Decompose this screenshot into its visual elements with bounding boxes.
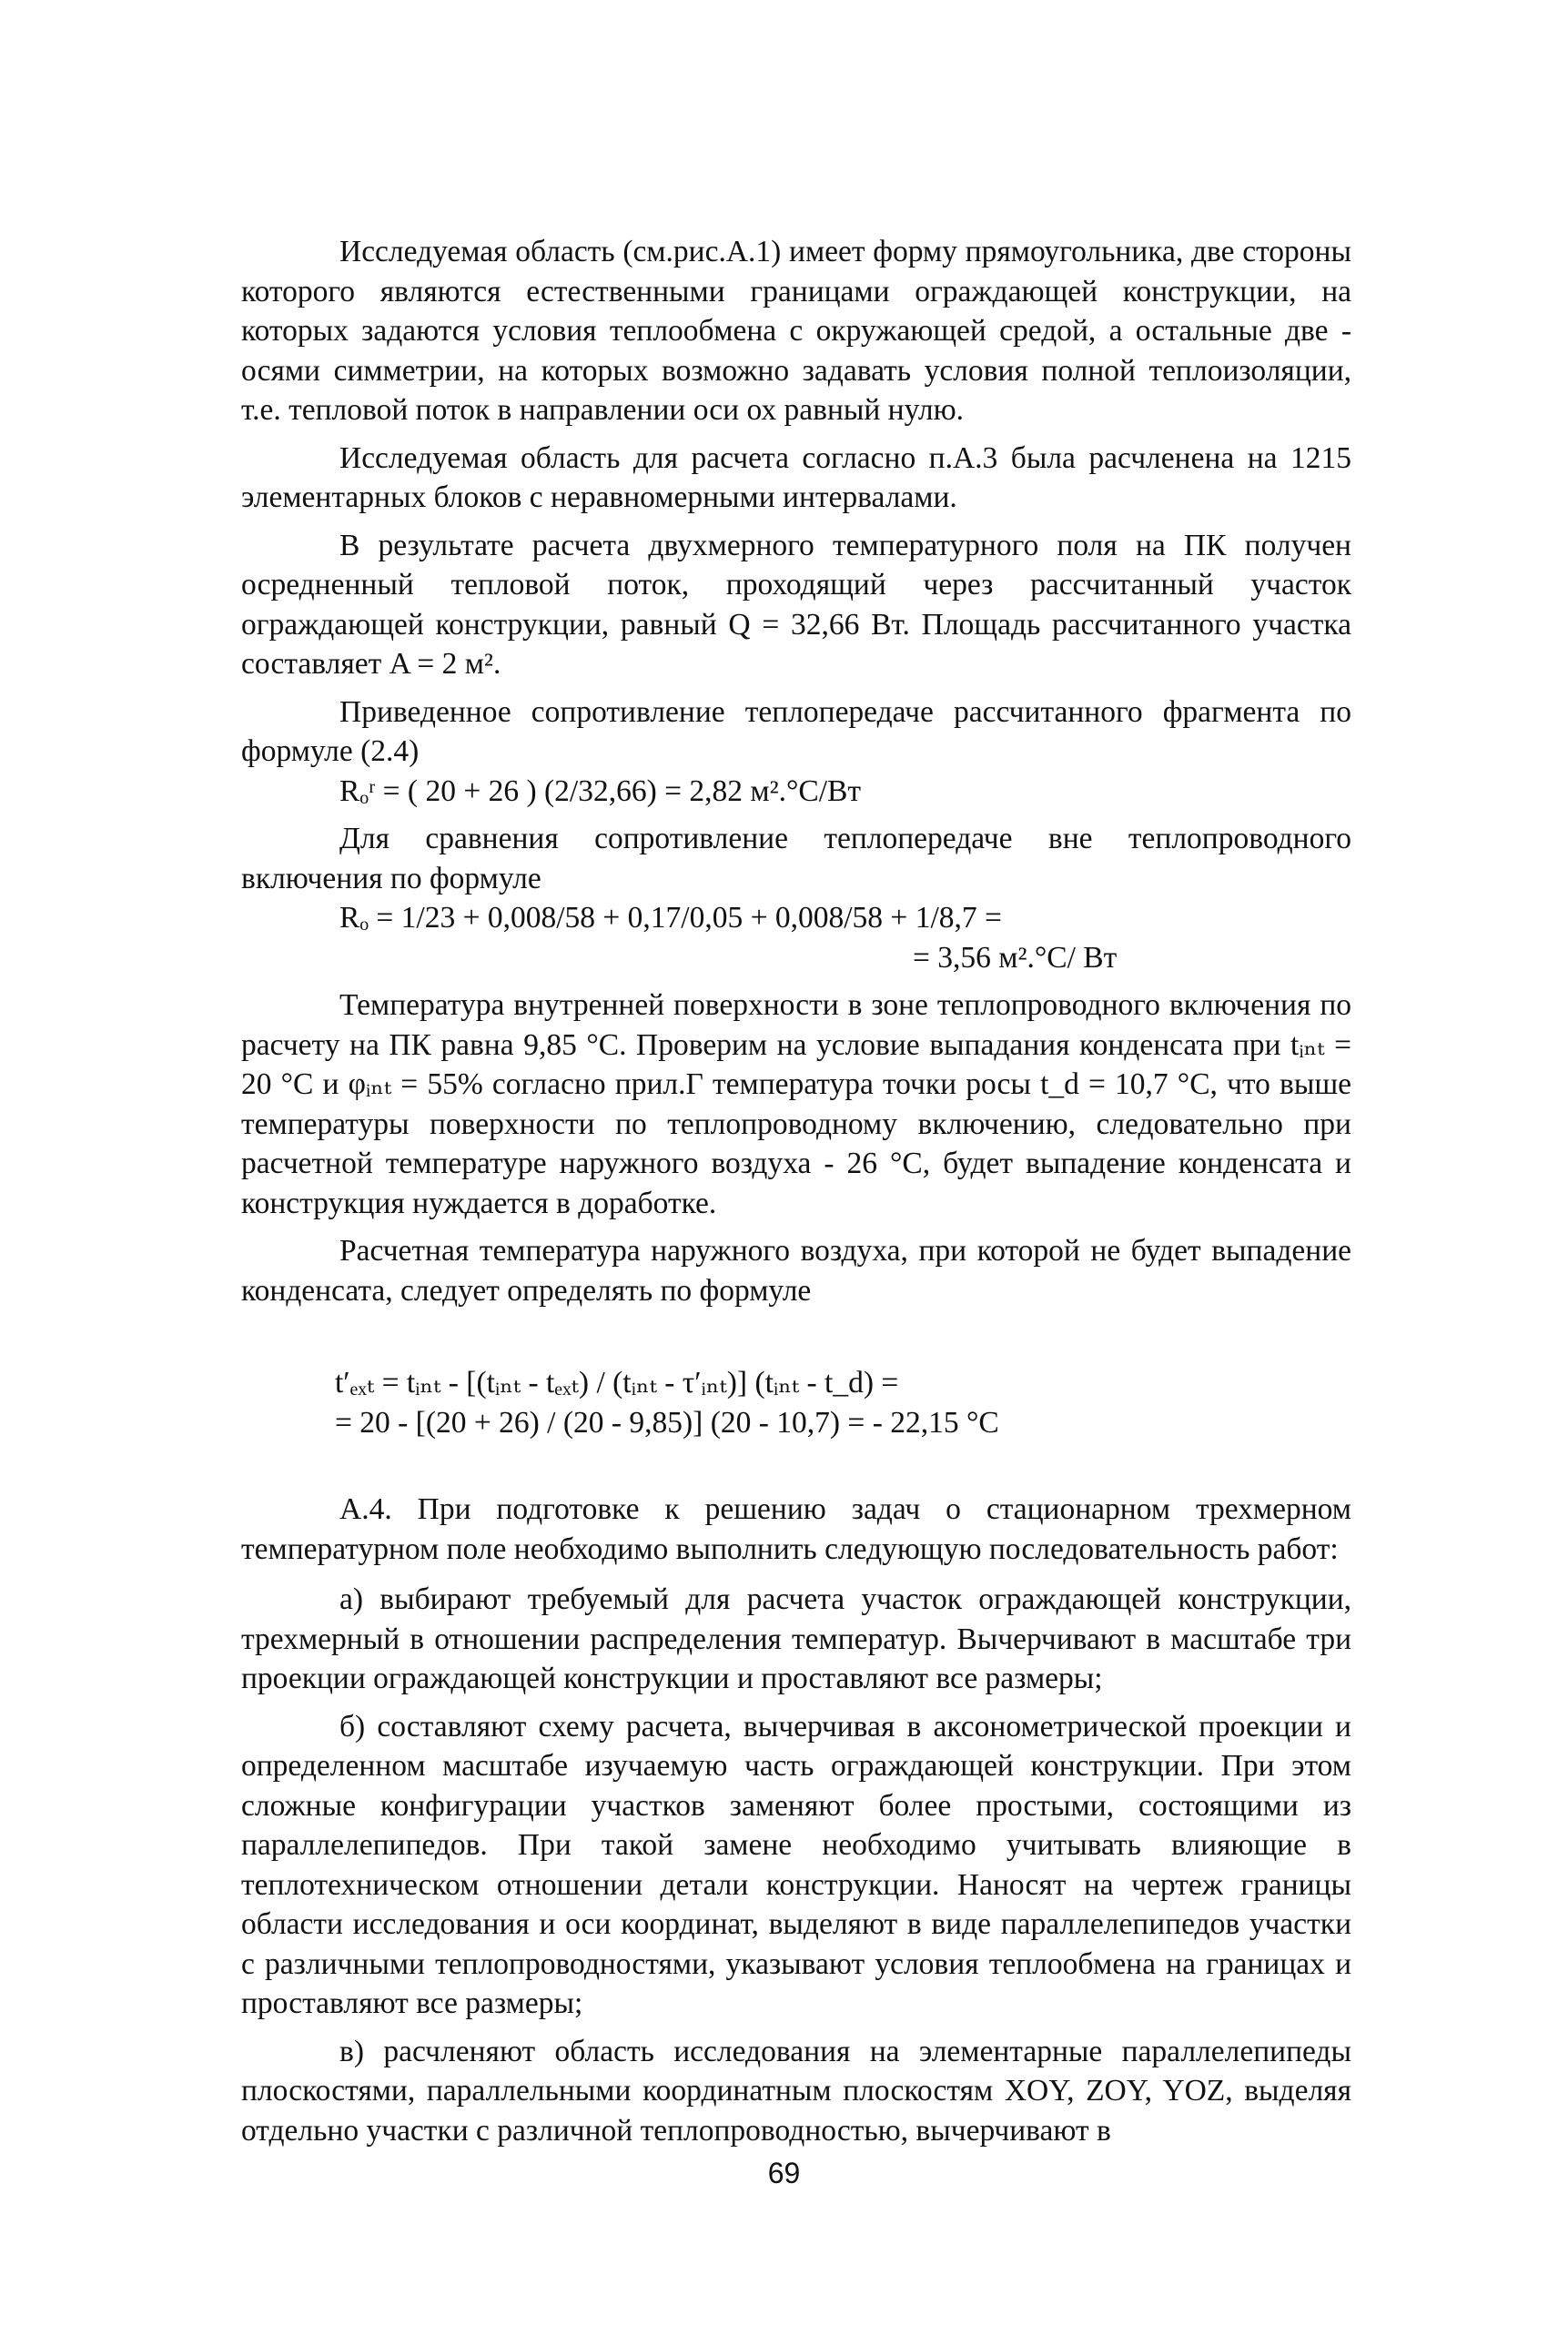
spacer (241, 1310, 1351, 1363)
formula-ext-temperature-line-1: t′ₑₓₜ = tᵢₙₜ - [(tᵢₙₜ - tₑₓₜ) / (tᵢₙₜ - τ′ᵢₙₜ)] (tᵢₙₜ - t_d) = (335, 1366, 899, 1400)
formula-ext-temperature-line-2: = 20 - [(20 + 26) / (20 - 9,85)] (20 - 10,7) = - 22,15 °С (335, 1405, 999, 1440)
section-a4-intro: А.4. При подготовке к решению задач о стационарном трехмерном температурном поле необходимо выполнить следующую последовательность работ: (241, 1492, 1351, 1566)
paragraph-2: Исследуемая область для расчета согласно п.А.3 была расчленена на 1215 элементарных блоков с неравномерными интервалами. (241, 440, 1351, 514)
list-item-c: в) расчленяют область исследования на элементарные параллелепипеды плоскостями, параллельными координатным плоскостям XOY, ZOY, YOZ, выделяя отдельно участки с различной теплопроводностью, вычерчивают в (241, 2034, 1351, 2148)
paragraph-3: В результате расчета двухмерного температурного поля на ПК получен осредненный тепловой поток, проходящий через рассчитанный участок ограждающей конструкции, равный Q = 32,66 Вт. Площадь рассчитанного участка составляет A = 2 м². (241, 528, 1351, 681)
paragraph-6: Температура внутренней поверхности в зоне теплопроводного включения по расчету на ПК равна 9,85 °С. Проверим на условие выпадания конденсата при tᵢₙₜ = 20 °С и φᵢₙₜ = 55% согласно прил.Г температура точки росы t_d = 10,7 °С, что выше температуры поверхности по теплопроводному включению, следовательно при расчетной температуре наружного воздуха - 26 °С, будет выпадение конденсата и конструкция нуждается в доработке. (241, 988, 1351, 1220)
page-number: 69 (767, 2157, 801, 2189)
paragraph-5: Для сравнения сопротивление теплопередаче вне теплопроводного включения по формуле (241, 822, 1351, 895)
list-item-b: б) составляют схему расчета, вычерчивая в аксонометрической проекции и определенном масштабе изучаемую часть ограждающей конструкции. При этом сложные конфигурации участков заменяют более простыми, состоящими из параллелепипедов. При такой замене необходимо учитывать влияющие в теплотехническом отношении детали конструкции. Наносят на чертеж границы области исследования и оси координат, выделяют в виде параллелепипедов участки с различными теплопроводностями, указывают условия теплообмена на границах и проставляют все размеры; (241, 1709, 1351, 2020)
page-body (241, 232, 1351, 2150)
paragraph-4: Приведенное сопротивление теплопередаче рассчитанного фрагмента по формуле (2.4) (241, 694, 1351, 768)
spacer (241, 1442, 1351, 1490)
formula-reduced-resistance: Rₒʳ = ( 20 + 26 ) (2/32,66) = 2,82 м².°С/Вт (339, 773, 862, 808)
formula-resistance-line-2: = 3,56 м².°С/ Вт (913, 940, 1118, 975)
formula-resistance-line-1: Rₒ = 1/23 + 0,008/58 + 0,17/0,05 + 0,008/58 + 1/8,7 = (339, 901, 1002, 935)
list-item-a: а) выбирают требуемый для расчета участок ограждающей конструкции, трехмерный в отношении распределения температур. Вычерчивают в масштабе три проекции ограждающей конструкции и проставляют все размеры; (241, 1582, 1351, 1695)
paragraph-1: Исследуемая область (см.рис.А.1) имеет форму прямоугольника, две стороны которого являются естественными границами ограждающей конструкции, на которых задаются условия теплообмена с окружающей средой, а остальные две - осями симметрии, на которых возможно задавать условия полной теплоизоляции, т.е. тепловой поток в направлении оси ох равный нулю. (241, 235, 1351, 427)
paragraph-7: Расчетная температура наружного воздуха, при которой не будет выпадение конденсата, следует определять по формуле (241, 1234, 1351, 1308)
